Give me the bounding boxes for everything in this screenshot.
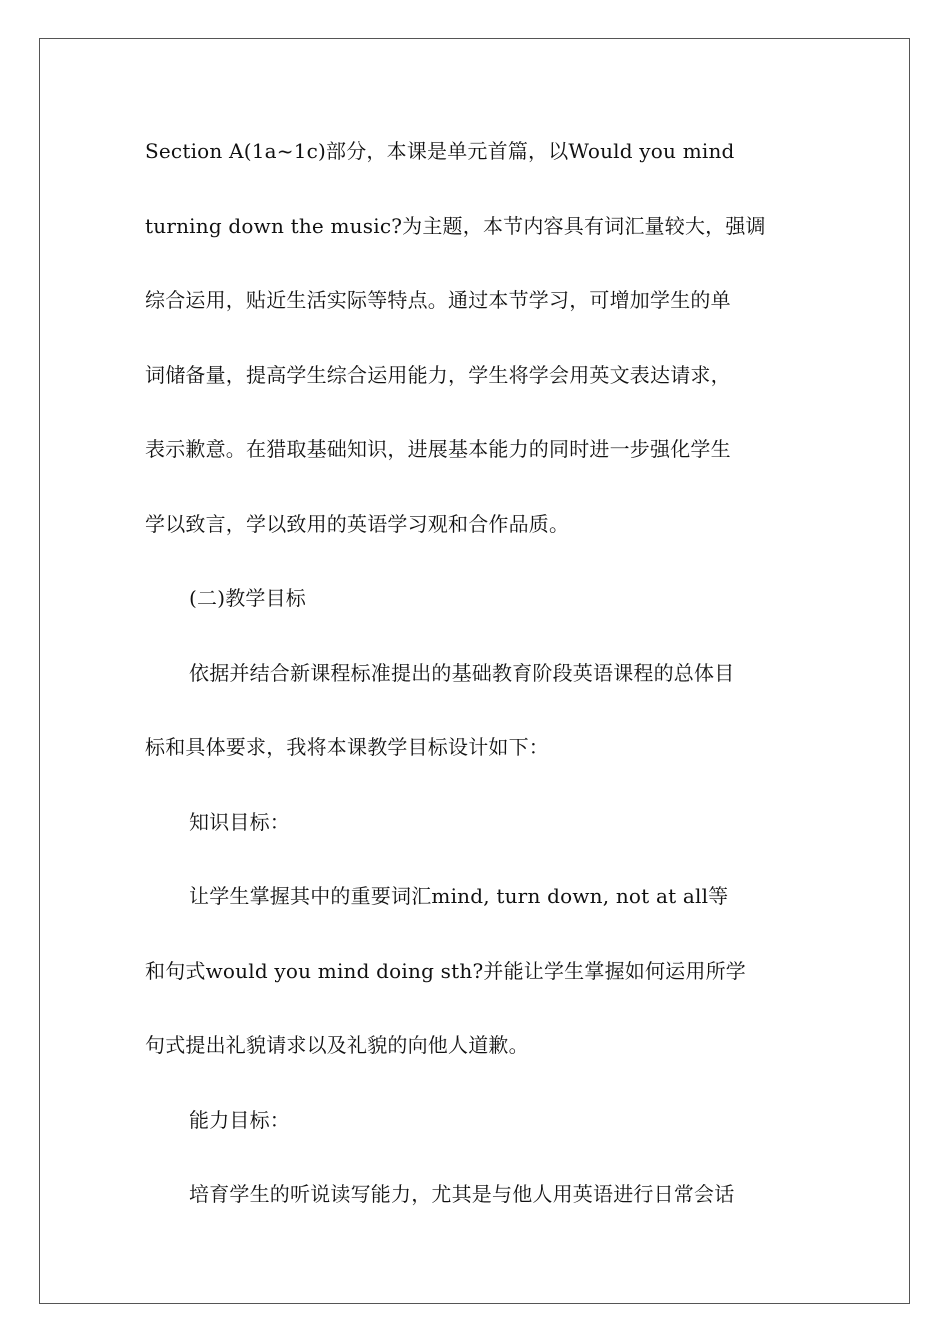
text-line: 和句式would you mind doing sth?并能让学生掌握如何运用所学 <box>145 958 746 983</box>
text-line: 句式提出礼貌请求以及礼貌的向他人道歉。 <box>145 1033 529 1057</box>
text-line: 综合运用，贴近生活实际等特点。通过本节学习，可增加学生的单 <box>145 288 731 312</box>
text-line: 依据并结合新课程标准提出的基础教育阶段英语课程的总体目 <box>189 660 735 685</box>
text-line: 表示歉意。在猎取基础知识，进展基本能力的同时进一步强化学生 <box>145 437 731 461</box>
text-line: 让学生掌握其中的重要词汇mind, turn down, not at all等 <box>189 884 729 908</box>
text-line: 标和具体要求，我将本课教学目标设计如下： <box>145 735 549 759</box>
text-line: turning down the music?为主题，本节内容具有词汇量较大，强调 <box>145 213 766 238</box>
text-line: Section A(1a~1c)部分，本课是单元首篇，以Would you mind <box>145 139 735 163</box>
subheading: 能力目标： <box>189 1107 290 1132</box>
document-body <box>145 128 815 1246</box>
subheading: 知识目标： <box>189 809 290 834</box>
text-line: 培育学生的听说读写能力，尤其是与他人用英语进行日常会话 <box>189 1182 735 1206</box>
text-line: 词储备量，提高学生综合运用能力，学生将学会用英文表达请求， <box>145 362 731 387</box>
section-heading: (二)教学目标 <box>189 586 307 610</box>
text-line: 学以致言，学以致用的英语学习观和合作品质。 <box>145 511 570 536</box>
